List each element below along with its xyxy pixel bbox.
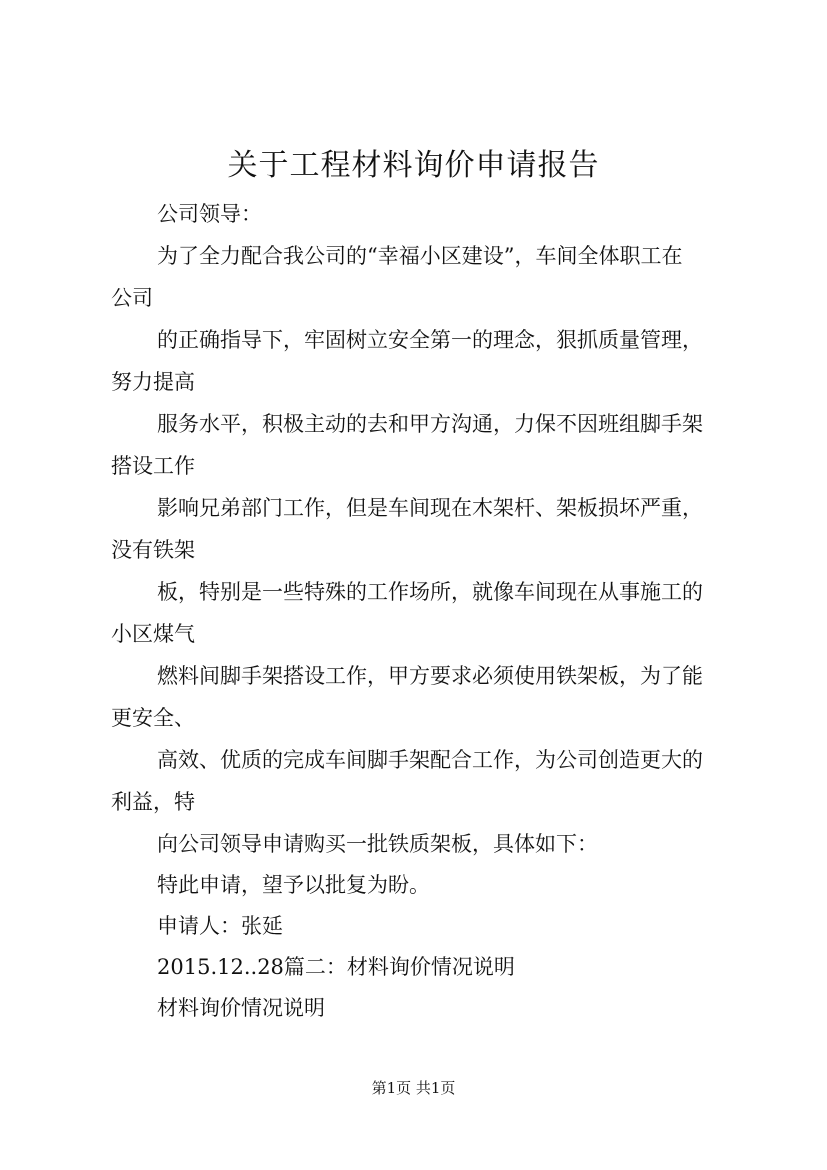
body-line: 服务水平，积极主动的去和甲方沟通，力保不因班组脚手架: [157, 412, 703, 436]
closing-line: 特此申请，望予以批复为盼。: [157, 873, 430, 897]
body-line-wrap: 努力提高: [111, 370, 195, 394]
body-line: 向公司领导申请购买一批铁质架板，具体如下：: [157, 832, 598, 856]
body-line-wrap: 没有铁架: [111, 538, 195, 562]
body-line-wrap: 小区煤气: [111, 622, 195, 646]
body-line: 燃料间脚手架搭设工作，甲方要求必须使用铁架板，为了能: [157, 664, 703, 688]
body-line-wrap: 搭设工作: [111, 454, 195, 478]
page-footer: 第1页 共1页: [371, 1079, 456, 1097]
body-line: 高效、优质的完成车间脚手架配合工作，为公司创造更大的: [157, 748, 703, 772]
date-line: 2015.12..28篇二：材料询价情况说明: [157, 955, 515, 979]
body-line-wrap: 公司: [111, 286, 153, 310]
section-heading: 材料询价情况说明: [157, 996, 325, 1020]
body-line-wrap: 更安全、: [111, 706, 195, 730]
body-line: 板，特别是一些特殊的工作场所，就像车间现在从事施工的: [157, 580, 703, 604]
body-line: 影响兄弟部门工作，但是车间现在木架杆、架板损坏严重，: [157, 496, 703, 520]
body-line: 为了全力配合我公司的“幸福小区建设”，车间全体职工在: [157, 244, 683, 268]
salutation-line: 公司领导：: [157, 202, 262, 226]
applicant-line: 申请人：张延: [157, 914, 283, 938]
document-title: 关于工程材料询价申请报告: [227, 148, 600, 183]
body-line: 的正确指导下，牢固树立安全第一的理念，狠抓质量管理，: [157, 328, 703, 352]
body-line-wrap: 利益，特: [111, 790, 195, 814]
